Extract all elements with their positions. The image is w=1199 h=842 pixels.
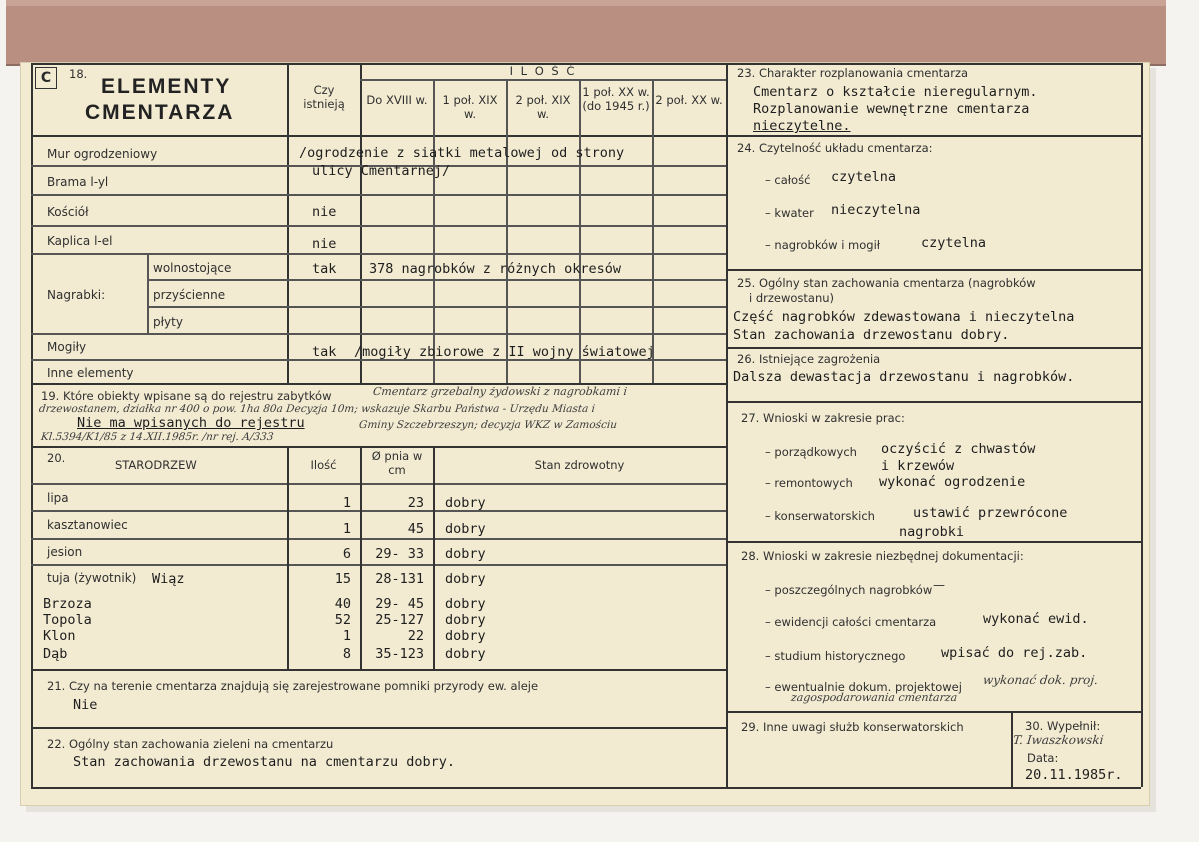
rule — [726, 401, 1141, 403]
rule — [147, 279, 726, 281]
q25-label-line2: i drzewostanu) — [749, 291, 835, 305]
rule — [360, 79, 726, 81]
q26-label: 26. Istniejące zagrożenia — [737, 352, 881, 366]
rule — [31, 225, 726, 227]
q28-eventual-handwritten-line2: zagospodarowania cmentarza — [790, 691, 958, 704]
q21-label: 21. Czy na terenie cmentarza znajdują się zarejestrowane pomniki przyrody ew. aleje — [47, 679, 539, 693]
rule — [726, 347, 1141, 349]
q30-signature: T. Iwaszkowski — [1012, 733, 1105, 747]
q27-porzadkowe-label: – porządkowych — [765, 445, 857, 459]
trees-header-diam: Ø pnia w cm — [371, 449, 423, 477]
q24-row-label: – kwater — [765, 206, 814, 220]
row-label-kaplica: Kaplica l-el — [47, 234, 113, 248]
tree-qty: 40 — [334, 596, 351, 612]
rule — [726, 63, 728, 787]
rule — [726, 787, 1141, 789]
col-header-2-xix: 2 poł. XIX w. — [515, 93, 571, 121]
rule — [1141, 63, 1143, 787]
rule — [360, 63, 362, 383]
q23-label: 23. Charakter rozplanowania cmentarza — [737, 66, 969, 80]
q24-row-value: nieczytelna — [831, 202, 921, 218]
cemetery-record-card — [20, 62, 1150, 806]
row-label-plyty: płyty — [153, 315, 183, 329]
tree-state: dobry — [445, 628, 486, 644]
tree-state: dobry — [445, 646, 486, 662]
rule — [31, 669, 726, 671]
q25-value-line2: Stan zachowania drzewostanu dobry. — [733, 327, 1010, 343]
rule — [147, 306, 726, 308]
row-label-mur: Mur ogrodzeniowy — [47, 147, 158, 161]
rule — [433, 79, 435, 383]
tree-qty: 1 — [342, 521, 351, 537]
row-note-mogily: /mogiły zbiorowe z II wojny światowej — [354, 344, 655, 360]
tree-state: dobry — [445, 546, 486, 562]
q27-porzadkowe-value-line2: i krzewów — [881, 458, 955, 474]
rule — [31, 253, 726, 255]
q27-konserwatorskie-value-line1: ustawić przewrócone — [913, 505, 1068, 521]
q24-label: 24. Czytelność układu cmentarza: — [737, 141, 933, 155]
rule — [726, 135, 1141, 137]
row-label-mogily: Mogiły — [47, 340, 87, 354]
tree-diam: 29- 45 — [375, 596, 424, 612]
tree-name: kasztanowiec — [47, 518, 128, 532]
card-binding-strip — [6, 6, 1166, 66]
tree-qty: 52 — [334, 612, 351, 628]
rule — [31, 63, 33, 787]
q28-eventual-handwritten-line1: wykonać dok. proj. — [982, 673, 1099, 687]
row-value-wolnostojace: tak — [312, 261, 337, 277]
q23-value-line3: nieczytelne. — [753, 118, 851, 134]
row-note-wolnostojace: 378 nagrobków z różnych okresów — [369, 261, 621, 277]
row-value-mogily: tak — [312, 344, 337, 360]
q27-konserwatorskie-label: – konserwatorskich — [765, 509, 875, 523]
trees-header-qty: Ilość — [310, 458, 337, 472]
q25-value-line1: Część nagrobków zdewastowana i nieczytelna — [733, 309, 1075, 325]
rule — [31, 538, 726, 540]
q28-nagrobkow-label: – poszczególnych nagrobków — [765, 583, 933, 597]
row-label-przyscienne: przyścienne — [153, 288, 226, 302]
row-value-kaplica: nie — [312, 236, 337, 252]
q26-value: Dalsza dewastacja drzewostanu i nagrobków. — [733, 369, 1075, 385]
q30-date-label: Data: — [1027, 751, 1059, 765]
tree-qty: 15 — [334, 571, 351, 587]
q19-typed-note: Nie ma wpisanych do rejestru — [77, 415, 305, 431]
rule — [31, 564, 726, 566]
q28-label: 28. Wnioski w zakresie niezbędnej dokumentacji: — [741, 549, 1024, 563]
tree-diam: 45 — [407, 521, 424, 537]
q28-ewidencji-value: wykonać ewid. — [983, 611, 1089, 627]
q24-row-label: – całość — [765, 173, 811, 187]
rule — [287, 63, 289, 383]
tree-diam: 25-127 — [375, 612, 424, 628]
q23-value-line2: Rozplanowanie wewnętrzne cmentarza — [753, 101, 1030, 117]
q28-ewidencji-label: – ewidencji całości cmentarza — [765, 615, 937, 629]
q22-label: 22. Ogólny stan zachowania zieleni na cmentarzu — [47, 737, 334, 751]
rule — [31, 333, 726, 335]
col-header-exists: Czy istnieją — [303, 83, 345, 111]
rule — [506, 79, 508, 383]
q29-label: 29. Inne uwagi służb konserwatorskich — [741, 720, 964, 734]
q19-handwritten-line3: Gminy Szczebrzeszyn; decyzja WKZ w Zamościu — [358, 419, 618, 431]
tree-diam: 23 — [407, 495, 424, 511]
section-letter-box: C — [35, 67, 57, 89]
rule — [1011, 711, 1013, 787]
tree-qty: 1 — [342, 495, 351, 511]
row-value-kosciol: nie — [312, 204, 337, 220]
tree-name: Topola — [43, 612, 92, 628]
rule — [579, 79, 581, 383]
rule — [433, 446, 435, 669]
tree-name: Brzoza — [43, 596, 92, 612]
tree-state: dobry — [445, 495, 486, 511]
row-label-brama: Brama l-yl — [47, 175, 109, 189]
col-header-xviii: Do XVIII w. — [366, 93, 428, 107]
trees-number: 20. — [47, 451, 66, 465]
tree-diam: 28-131 — [375, 571, 424, 587]
q30-date-value: 20.11.1985r. — [1025, 767, 1123, 783]
tree-name: jesion — [47, 545, 83, 559]
tree-name-extra: Wiąz — [152, 571, 185, 587]
rule — [726, 269, 1141, 271]
row-label-wolnostojace: wolnostojące — [153, 261, 232, 275]
rule — [31, 194, 726, 196]
section-title-line2: CMENTARZA — [85, 101, 235, 124]
q30-label: 30. Wypełnił: — [1025, 719, 1101, 733]
tree-diam: 22 — [407, 628, 424, 644]
col-header-1-xix: 1 poł. XIX w. — [442, 93, 498, 121]
rule — [31, 727, 726, 729]
section-number: 18. — [69, 67, 88, 81]
tree-diam: 29- 33 — [375, 546, 424, 562]
rule — [31, 483, 726, 485]
q27-porzadkowe-value-line1: oczyścić z chwastów — [881, 441, 1036, 457]
col-header-2-xx: 2 poł. XX w. — [655, 93, 723, 107]
rule — [147, 253, 149, 333]
col-header-1-xx: 1 poł. XX w. (do 1945 r.) — [582, 85, 650, 113]
tree-name: lipa — [47, 491, 69, 505]
q19-handwritten-line4: Kl.5394/K1/85 z 14.XII.1985r. /nr rej. A/333 — [40, 431, 275, 443]
rule — [652, 79, 654, 383]
col-header-quantity: I L O Ś Ć — [509, 64, 577, 78]
q27-remontowe-label: – remontowych — [765, 476, 853, 490]
rule — [726, 541, 1141, 543]
tree-qty: 8 — [342, 646, 351, 662]
q24-row-value: czytelna — [831, 169, 897, 185]
rule — [726, 711, 1141, 713]
q23-value-line1: Cmentarz o kształcie nieregularnym. — [753, 84, 1038, 100]
q22-value: Stan zachowania drzewostanu na cmentarzu dobry. — [73, 754, 456, 770]
tree-qty: 1 — [342, 628, 351, 644]
row-value-mur-line1: /ogrodzenie z siatki metalowej od strony — [299, 145, 625, 161]
q27-konserwatorskie-value-line2: nagrobki — [899, 524, 965, 540]
tree-state: dobry — [445, 612, 486, 628]
q28-studium-value: wpisać do rej.zab. — [941, 645, 1088, 661]
tree-diam: 35-123 — [375, 646, 424, 662]
row-label-kosciol: Kościół — [47, 205, 89, 219]
section-title-line1: ELEMENTY — [101, 75, 232, 98]
q27-remontowe-value: wykonać ogrodzenie — [879, 474, 1026, 490]
tree-qty: 6 — [342, 546, 351, 562]
trees-header-name: STARODRZEW — [115, 458, 197, 472]
row-value-mur-line2: ulicy Cmentarnej/ — [312, 163, 451, 179]
q19-handwritten-line1: Cmentarz grzebalny żydowski z nagrobkami i — [372, 385, 628, 398]
rule — [31, 135, 726, 137]
q19-handwritten-line2: drzewostanem, działka nr 400 o pow. 1ha 80a Decyzja 10m; wskazuje Skarbu Państwa - Urzędu Miasta i — [38, 403, 596, 415]
q25-label-line1: 25. Ogólny stan zachowania cmentarza (nagrobków — [737, 276, 1036, 290]
tree-state: dobry — [445, 571, 486, 587]
q19-label: 19. Które obiekty wpisane są do rejestru zabytków — [41, 389, 332, 403]
tree-name: Klon — [43, 628, 76, 644]
tree-name: tuja (żywotnik) — [47, 571, 137, 585]
q24-row-label: – nagrobków i mogił — [765, 238, 881, 252]
q21-value: Nie — [73, 697, 98, 713]
tree-state: dobry — [445, 521, 486, 537]
trees-header-state: Stan zdrowotny — [534, 458, 625, 472]
tree-state: dobry — [445, 596, 486, 612]
q24-row-value: czytelna — [921, 235, 987, 251]
tree-name: Dąb — [43, 646, 68, 662]
q28-nagrobkow-value: — — [933, 578, 945, 592]
rule — [726, 63, 1141, 65]
q27-label: 27. Wnioski w zakresie prac: — [741, 411, 905, 425]
q28-eventual-label: – ewentualnie dokum. projektowej — [765, 680, 962, 694]
row-label-inne: Inne elementy — [47, 366, 134, 380]
row-label-nagrobki: Nagrabki: — [47, 288, 106, 302]
rule — [31, 787, 726, 789]
q28-studium-label: – studium historycznego — [765, 649, 906, 663]
rule — [31, 446, 726, 448]
